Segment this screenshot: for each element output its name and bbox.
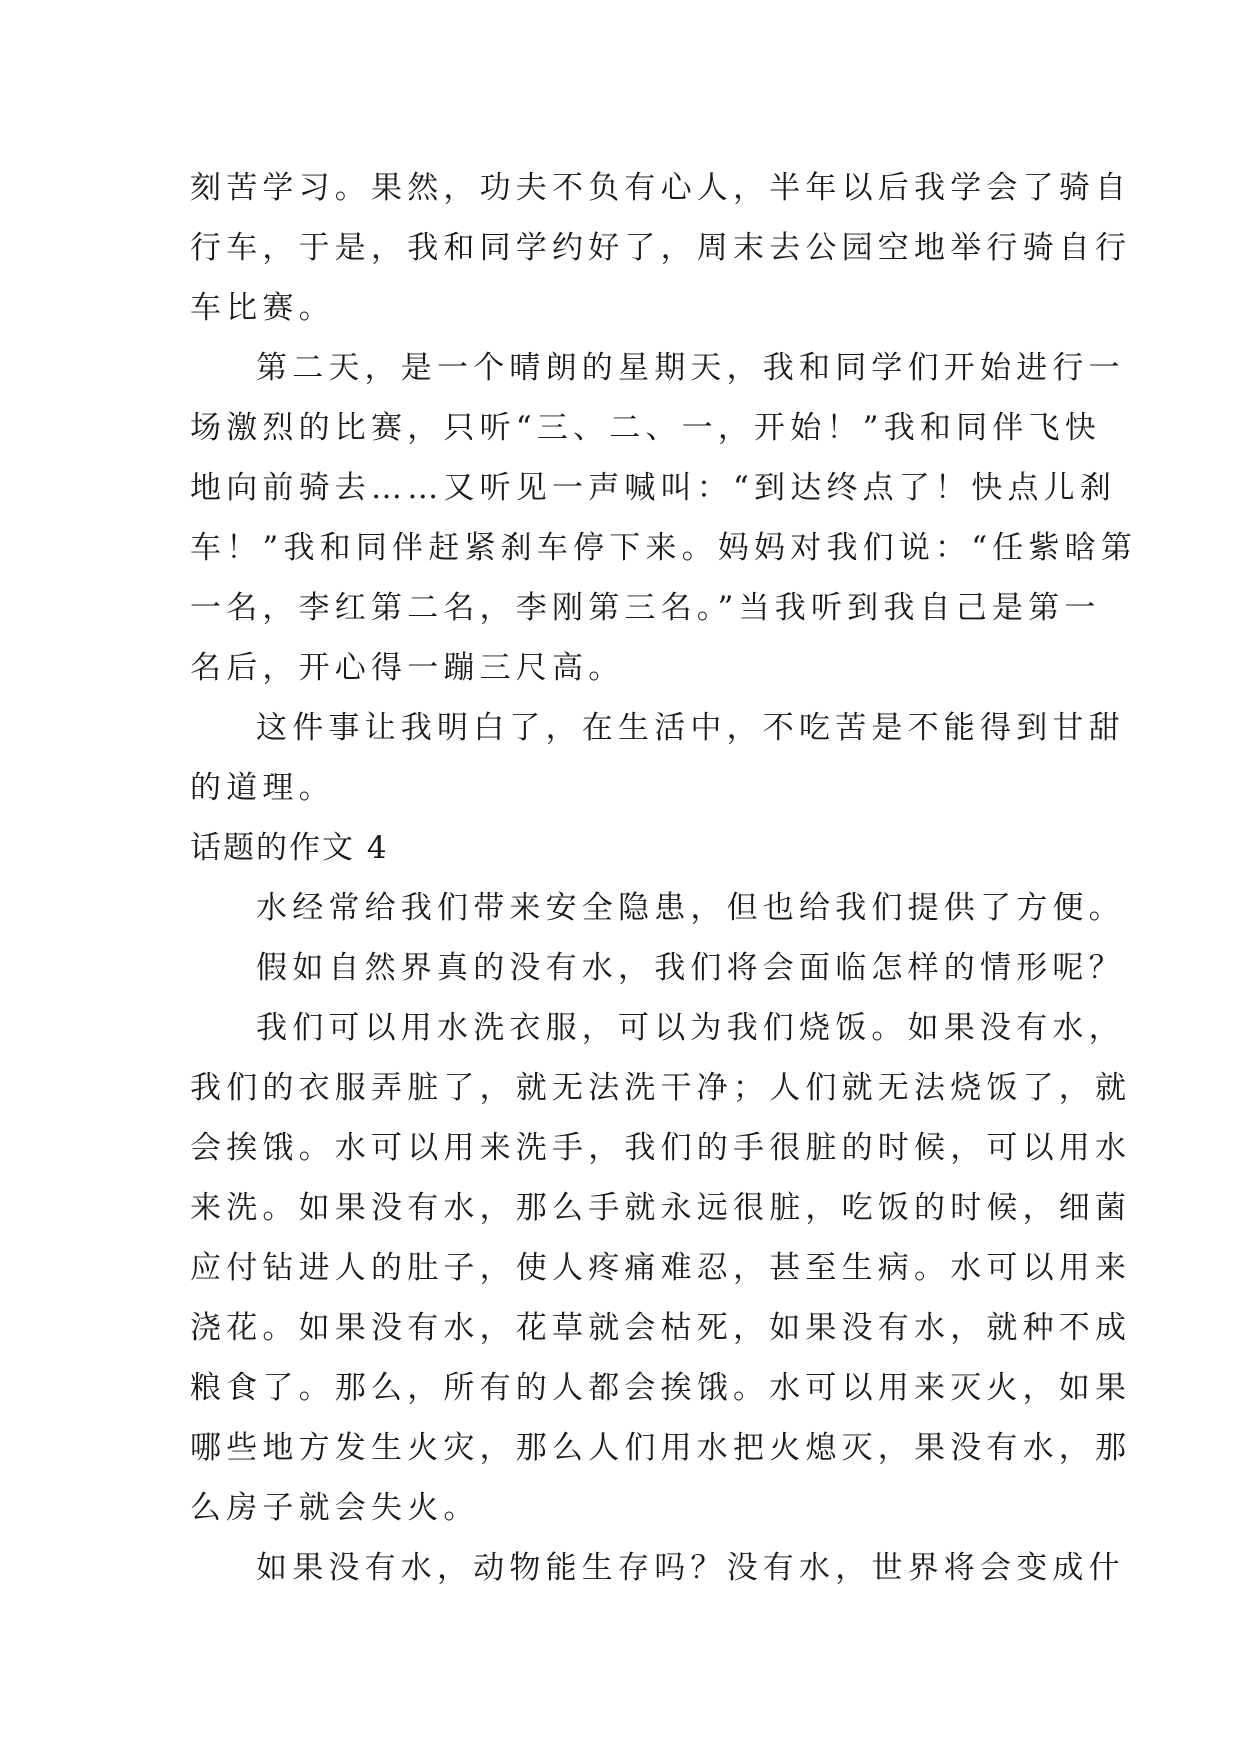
text-line: 应付钻进人的肚子，使人疼痛难忍，甚至生病。水可以用来 — [190, 1250, 1132, 1286]
text-line: 如果没有水，动物能生存吗？没有水，世界将会变成什 — [256, 1550, 1125, 1586]
text-line: 名后，开心得一蹦三尺高。 — [190, 650, 625, 686]
text-line: 的道理。 — [190, 770, 335, 806]
text-line: 行车，于是，我和同学约好了，周末去公园空地举行骑自行 — [190, 230, 1132, 266]
text-line: 这件事让我明白了，在生活中，不吃苦是不能得到甘甜 — [256, 710, 1125, 746]
text-line: 我们的衣服弄脏了，就无法洗干净；人们就无法烧饭了，就 — [190, 1070, 1132, 1106]
text-line: 哪些地方发生火灾，那么人们用水把火熄灭，果没有水，那 — [190, 1430, 1132, 1466]
text-line: 会挨饿。水可以用来洗手，我们的手很脏的时候，可以用水 — [190, 1130, 1132, 1166]
text-line: 来洗。如果没有水，那么手就永远很脏，吃饭的时候，细菌 — [190, 1190, 1132, 1226]
text-line: 假如自然界真的没有水，我们将会面临怎样的情形呢？ — [256, 950, 1125, 986]
text-line: 么房子就会失火。 — [190, 1490, 480, 1526]
text-line: 场激烈的比赛，只听“三、二、一，开始！”我和同伴飞快 — [190, 410, 1101, 446]
text-line: 第二天，是一个晴朗的星期天，我和同学们开始进行一 — [256, 350, 1125, 386]
text-line: 一名，李红第二名，李刚第三名。”当我听到我自己是第一 — [190, 590, 1101, 626]
text-line: 刻苦学习。果然，功夫不负有心人，半年以后我学会了骑自 — [190, 170, 1132, 206]
text-line: 我们可以用水洗衣服，可以为我们烧饭。如果没有水， — [256, 1010, 1125, 1046]
text-line: 水经常给我们带来安全隐患，但也给我们提供了方便。 — [256, 890, 1125, 926]
text-line: 车比赛。 — [190, 290, 335, 326]
text-line: 浇花。如果没有水，花草就会枯死，如果没有水，就种不成 — [190, 1310, 1132, 1346]
document-body — [190, 158, 1138, 1598]
text-line: 车！”我和同伴赶紧刹车停下来。妈妈对我们说：“任紫晗第 — [190, 530, 1138, 566]
text-line: 地向前骑去……又听见一声喊叫：“到达终点了！快点儿刹 — [190, 470, 1117, 506]
text-line: 粮食了。那么，所有的人都会挨饿。水可以用来灭火，如果 — [190, 1370, 1132, 1406]
section-heading: 话题的作文 4 — [190, 830, 389, 866]
